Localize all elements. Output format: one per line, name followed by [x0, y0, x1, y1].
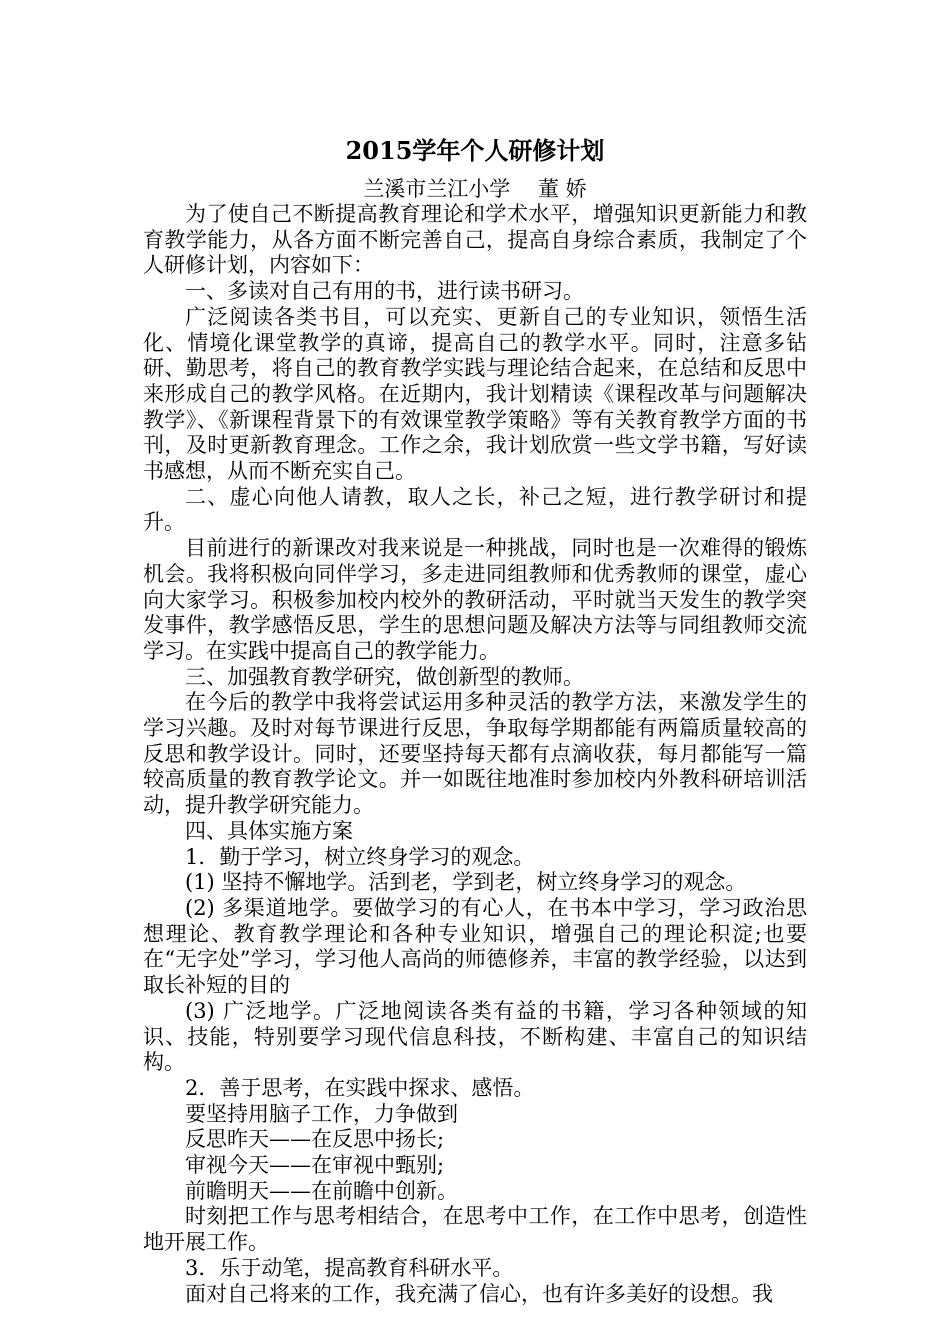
subheading-2: 2．善于思考，在实践中探求、感悟。: [185, 1075, 535, 1100]
heading-section-3: 三、加强教育教学研究，做创新型的教师。: [185, 664, 584, 689]
list-item-1-3: (3) 广泛地学。广泛地阅读各类有益的书籍，学习各种领域的知识、技能，特别要学习现代信息科技，不断构建、丰富自己的知识结构。: [143, 998, 807, 1075]
document-body: [143, 202, 807, 1307]
document-page: [143, 134, 807, 1307]
list-item-1-1: (1) 坚持不懈地学。活到老，学到老，树立终身学习的观念。: [185, 870, 747, 895]
paragraph-2-body: 时刻把工作与思考相结合，在思考中工作，在工作中思考，创造性地开展工作。: [143, 1204, 807, 1255]
paragraph-2-line-2: 审视今天——在审视中甄别;: [185, 1153, 445, 1178]
subheading-1: 1．勤于学习，树立终身学习的观念。: [185, 844, 535, 869]
document-author: 兰溪市兰江小学 董 娇: [363, 177, 587, 201]
heading-section-4: 四、具体实施方案: [185, 818, 353, 843]
paragraph-section-3: 在今后的教学中我将尝试运用多种灵活的教学方法，来激发学生的学习兴趣。及时对每节课进行反思，争取每学期都能有两篇质量较高的反思和教学设计。同时，还要坚持每天都有点滴收获，每月都能写一篇较高质量的教育教学论文。并一如既往地准时参加校内外教科研培训活动，提升教学研究能力。: [143, 690, 807, 818]
paragraph-3-body: 面对自己将来的工作，我充满了信心，也有许多美好的设想。我: [185, 1281, 773, 1306]
paragraph-2-line-1: 反思昨天——在反思中扬长;: [185, 1127, 445, 1152]
paragraph-2-line-3: 前瞻明天——在前瞻中创新。: [185, 1178, 458, 1203]
heading-section-1: 一、多读对自己有用的书，进行读书研习。: [185, 279, 584, 304]
paragraph-2-intro: 要坚持用脑子工作，力争做到: [185, 1101, 458, 1126]
document-title: 2015学年个人研修计划: [345, 136, 605, 165]
paragraph-section-2: 目前进行的新课改对我来说是一种挑战，同时也是一次难得的锻炼机会。我将积极向同伴学习，多走进同组教师和优秀教师的课堂，虚心向大家学习。积极参加校内校外的教研活动，平时就当天发生的教学突发事件，教学感悟反思，学生的思想问题及解决方法等与同组教师交流学习。在实践中提高自己的教学能力。: [143, 536, 807, 663]
paragraph-section-1: 广泛阅读各类书目，可以充实、更新自己的专业知识，领悟生活化、情境化课堂教学的真谛，提高自己的教学水平。同时，注意多钻研、勤思考，将自己的教育教学实践与理论结合起来，在总结和反思中来形成自己的教学风格。在近期内，我计划精读《课程改革与问题解决教学》、《新课程背景下的有效课堂教学策略》等有关教育教学方面的书刊，及时更新教育理念。工作之余，我计划欣赏一些文学书籍，写好读书感想，从而不断充实自己。: [143, 304, 807, 484]
list-item-1-2: (2) 多渠道地学。要做学习的有心人，在书本中学习，学习政治思想理论、教育教学理论和各种专业知识，增强自己的理论积淀;也要在“无字处”学习，学习他人高尚的师德修养，丰富的教学经验，以达到取长补短的目的: [143, 895, 807, 998]
heading-section-2: 二、虚心向他人请教，取人之长，补己之短，进行教学研讨和提升。: [143, 484, 807, 535]
paragraph-intro: 为了使自己不断提高教育理论和学术水平，增强知识更新能力和教育教学能力，从各方面不断完善自己，提高自身综合素质，我制定了个人研修计划，内容如下：: [143, 202, 807, 278]
subheading-3: 3．乐于动笔，提高教育科研水平。: [185, 1255, 514, 1280]
